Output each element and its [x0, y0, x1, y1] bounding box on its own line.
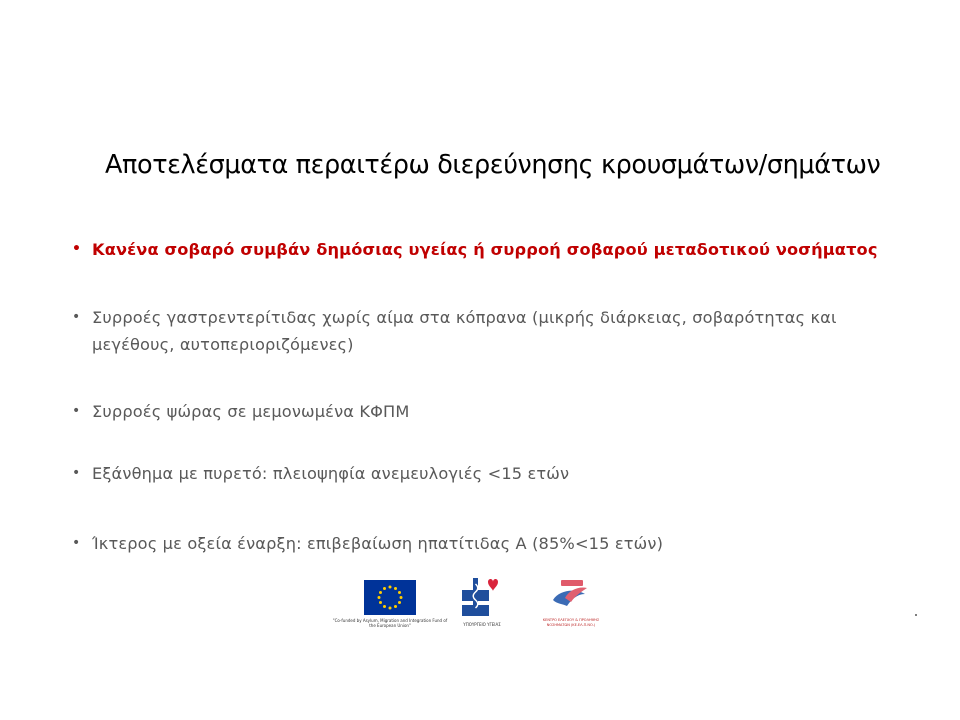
footer-logos: [330, 578, 600, 638]
eu-flag-icon: [364, 580, 416, 615]
slide-title: Αποτελέσματα περαιτέρω διερεύνησης κρουσμάτων/σημάτων: [105, 150, 881, 180]
keelpno-logo: [545, 578, 595, 618]
bullet-text: Κανένα σοβαρό συμβάν δημόσιας υγείας ή συρροή σοβαρού μεταδοτικού νοσήματος: [92, 240, 878, 259]
eu-stars-icon: [364, 580, 416, 615]
bullet-text: Ίκτερος με οξεία έναρξη: επιβεβαίωση ηπατίτιδας Α (85%<15 ετών): [92, 534, 664, 553]
bullet-item: [72, 236, 902, 263]
stray-dot: [915, 614, 917, 616]
ministry-cross-icon: [460, 578, 502, 618]
bullet-item: [72, 530, 902, 557]
bullet-marker: •: [72, 535, 81, 551]
bullet-marker: •: [72, 403, 81, 419]
bullet-text: Συρροές ψώρας σε μεμονωμένα ΚΦΠΜ: [92, 402, 410, 421]
bullet-item: [72, 304, 902, 358]
bullet-marker: •: [72, 465, 81, 481]
bullet-text: Συρροές γαστρεντερίτιδας χωρίς αίμα στα κόπρανα (μικρής διάρκειας, σοβαρότητας και μεγέθους, αυτοπεριοριζόμενες): [92, 308, 837, 354]
dove-icon: [545, 578, 595, 618]
ministry-of-health-logo: [460, 578, 502, 618]
bullet-item: [72, 460, 902, 487]
bullet-marker: •: [72, 309, 81, 325]
ministry-caption: ΥΠΟΥΡΓΕΙΟ ΥΓΕΙΑΣ: [463, 622, 501, 627]
bullet-item: [72, 398, 902, 425]
eu-caption: "Co-funded by Asylum, Migration and Integration Fund of the European Union": [332, 618, 448, 628]
keelpno-caption: ΚΕΝΤΡΟ ΕΛΕΓΧΟΥ & ΠΡΟΛΗΨΗΣ ΝΟΣΗΜΑΤΩΝ (ΚΕ.ΕΛ.Π.ΝΟ.): [542, 618, 600, 627]
bullet-marker: •: [72, 241, 81, 257]
bullet-text: Εξάνθημα με πυρετό: πλειοψηφία ανεμευλογιές <15 ετών: [92, 464, 570, 483]
